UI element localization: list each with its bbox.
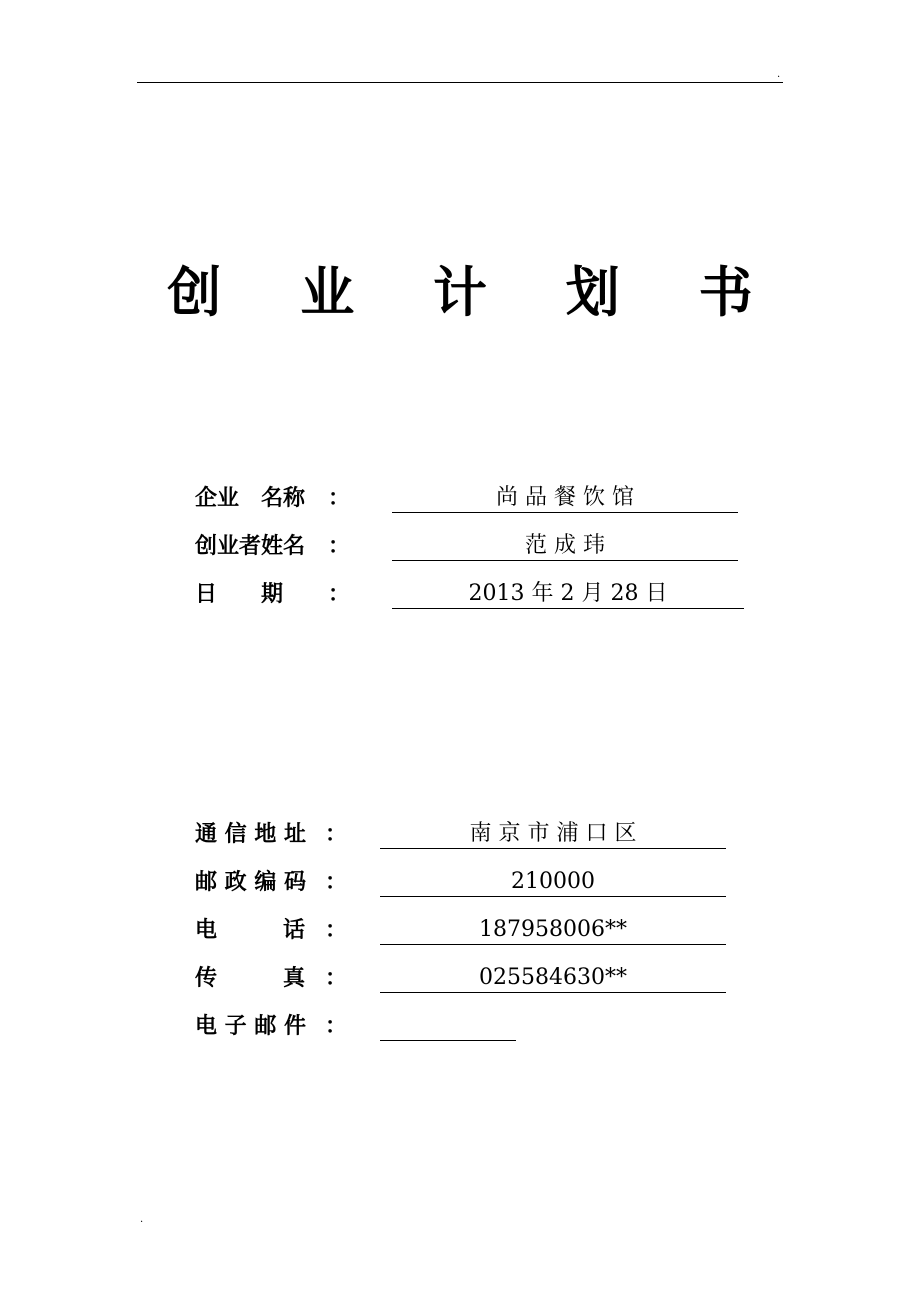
date-colon: ：	[328, 582, 351, 607]
address-label: 通 信 地 址	[195, 822, 306, 847]
phone-value: 187958006**	[380, 916, 726, 945]
postcode-label: 邮 政 编 码	[195, 870, 306, 895]
founder-value: 范 成 玮	[392, 532, 738, 561]
email-colon: ：	[325, 1014, 348, 1039]
company-name-label: 企业 名称	[195, 486, 306, 511]
header-dot: .	[777, 69, 781, 80]
company-name-value: 尚 品 餐 饮 馆	[392, 484, 738, 513]
header-rule	[137, 82, 783, 83]
footer-dot: .	[140, 1214, 144, 1225]
date-value: 2013 年 2 月 28 日	[392, 580, 744, 609]
fax-label: 传 真	[195, 966, 306, 991]
phone-label: 电 话	[195, 918, 306, 943]
postcode-colon: ：	[325, 870, 348, 895]
founder-colon: ：	[328, 534, 351, 559]
email-label: 电 子 邮 件	[195, 1014, 306, 1039]
address-colon: ：	[325, 822, 348, 847]
company-name-colon: ：	[328, 486, 351, 511]
postcode-value: 210000	[380, 868, 726, 897]
fax-colon: ：	[325, 966, 348, 991]
email-value	[380, 1012, 516, 1041]
founder-label: 创业者姓名	[195, 534, 306, 559]
address-value: 南 京 市 浦 口 区	[380, 820, 726, 849]
phone-colon: ：	[325, 918, 348, 943]
document-title: 创 业 计 划 书	[167, 261, 783, 324]
fax-value: 025584630**	[380, 964, 726, 993]
date-label: 日 期	[195, 582, 284, 607]
